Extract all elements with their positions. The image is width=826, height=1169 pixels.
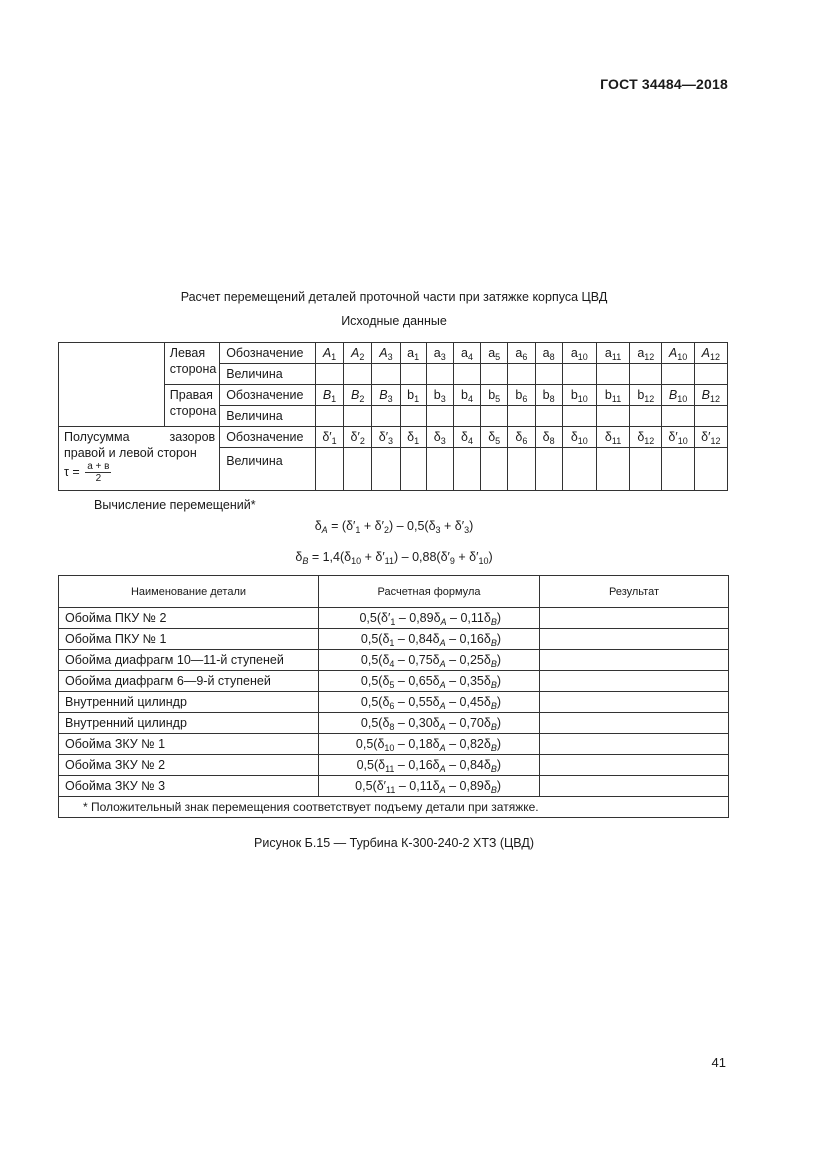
value-cell: [315, 364, 343, 385]
designation-subscript: 8: [549, 352, 555, 362]
designation-symbol: b: [433, 388, 441, 402]
designation-subscript: 10: [577, 352, 588, 362]
document-code: ГОСТ 34484—2018: [600, 76, 728, 92]
designation-symbol: a: [570, 346, 578, 360]
left-side-label: Левая сторона: [164, 343, 219, 385]
designation-symbol: δ: [433, 430, 441, 444]
table-row: [59, 776, 729, 797]
designation-cell: [453, 427, 480, 448]
results-table: [58, 575, 729, 818]
designation-subscript: 11: [611, 436, 622, 446]
designation-subscript: 10: [677, 352, 688, 362]
formula-cell: $0,5(\delta_{11} - 0,16\delta_A - 0,84\delta_B)$: [319, 755, 540, 776]
half-sum-label: [59, 427, 220, 491]
designation-symbol: b: [570, 388, 578, 402]
part-name-cell: Внутренний цилиндр: [59, 692, 319, 713]
designation-symbol: A: [322, 346, 332, 360]
designation-symbol: a: [461, 346, 468, 360]
designation-cell: [400, 427, 426, 448]
result-cell: [540, 608, 729, 629]
value-cell: [596, 364, 629, 385]
figure-subtitle: Исходные данные: [341, 314, 447, 328]
designation-cell: [694, 427, 727, 448]
designation-subscript: 10: [577, 394, 588, 404]
result-cell: [540, 671, 729, 692]
formula-cell: $0,5(\delta_6 - 0,55\delta_A - 0,45\delta_B)$: [319, 692, 540, 713]
value-label: Величина: [220, 448, 316, 491]
designation-subscript: 3: [387, 352, 393, 362]
half-sum-text: Полусумма зазоров правой и левой сторон: [64, 430, 216, 460]
designation-symbol: δ: [637, 430, 645, 444]
designation-symbol: b: [488, 388, 496, 402]
designation-symbol: δ: [515, 430, 523, 444]
designation-label: Обозначение: [220, 427, 316, 448]
designation-cell: [630, 427, 662, 448]
designation-subscript: 4: [467, 394, 473, 404]
designation-subscript: 2: [359, 352, 365, 362]
designation-subscript: 10: [577, 436, 588, 446]
value-cell: [481, 448, 508, 491]
designation-subscript: 8: [549, 394, 555, 404]
designation-subscript: 3: [440, 436, 446, 446]
designation-subscript: 1: [414, 394, 420, 404]
designation-symbol: δ: [542, 430, 550, 444]
designation-cell: [662, 427, 694, 448]
designation-subscript: 1: [331, 436, 337, 446]
designation-subscript: 3: [388, 436, 394, 446]
designation-cell: [481, 385, 508, 406]
part-name-cell: Обойма ПКУ № 2: [59, 608, 319, 629]
formula-cell: $0,5(\delta_1 - 0,84\delta_A - 0,16\delta_B)$: [319, 629, 540, 650]
designation-cell: [453, 385, 480, 406]
designation-symbol: b: [515, 388, 523, 402]
page-number: 41: [711, 1055, 726, 1070]
formula-cell: $0,5(\delta_4 - 0,75\delta_A - 0,25\delta_B)$: [319, 650, 540, 671]
designation-subscript: 1: [414, 352, 420, 362]
value-cell: [372, 448, 400, 491]
designation-subscript: 6: [522, 394, 528, 404]
designation-cell: [426, 427, 453, 448]
designation-subscript: 5: [495, 394, 501, 404]
designation-symbol: δ′: [322, 430, 332, 444]
tau-symbol: τ =: [64, 464, 80, 479]
designation-symbol: A: [351, 346, 360, 360]
designation-cell: [426, 385, 453, 406]
column-header-part-name: Наименование детали: [59, 576, 319, 608]
tau-formula: [64, 461, 111, 484]
designation-cell: [596, 343, 629, 364]
designation-label: Обозначение: [220, 385, 316, 406]
designation-cell: [372, 427, 400, 448]
designation-cell: [662, 385, 694, 406]
designation-cell: [562, 343, 596, 364]
designation-cell: [562, 385, 596, 406]
formula-cell: $0,5(\delta'_1 - 0,89\delta_A - 0,11\delta_B)$: [319, 608, 540, 629]
designation-cell: [596, 427, 629, 448]
value-cell: [662, 406, 694, 427]
footnote: * Положительный знак перемещения соответствует подъему детали при затяжке.: [59, 797, 729, 818]
designation-subscript: 8: [549, 436, 555, 446]
part-name-cell: Обойма ЗКУ № 3: [59, 776, 319, 797]
designation-subscript: 3: [387, 394, 393, 404]
designation-symbol: B: [322, 388, 332, 402]
designation-subscript: 1: [414, 436, 420, 446]
designation-subscript: 11: [611, 352, 622, 362]
designation-cell: [535, 385, 562, 406]
designation-cell: [535, 343, 562, 364]
value-cell: [344, 406, 372, 427]
value-cell: [344, 364, 372, 385]
designation-cell: [535, 427, 562, 448]
figure-caption: Рисунок Б.15 — Турбина К-300-240-2 ХТЗ (ЦВД): [254, 836, 534, 850]
table-row: [59, 671, 729, 692]
designation-cell: [596, 385, 629, 406]
designation-subscript: 1: [331, 352, 337, 362]
figure-title: Расчет перемещений деталей проточной части при затяжке корпуса ЦВД: [180, 290, 608, 304]
designation-subscript: 2: [359, 394, 365, 404]
designation-cell: [344, 385, 372, 406]
designation-symbol: B: [701, 388, 710, 402]
designation-subscript: 12: [644, 352, 655, 362]
value-cell: [535, 406, 562, 427]
designation-symbol: b: [542, 388, 550, 402]
designation-subscript: 1: [331, 394, 337, 404]
designation-subscript: 12: [709, 352, 720, 362]
designation-symbol: A: [379, 346, 388, 360]
designation-symbol: δ′: [701, 430, 711, 444]
value-label: Величина: [220, 406, 316, 427]
value-cell: [372, 364, 400, 385]
value-cell: [562, 448, 596, 491]
value-cell: [400, 364, 426, 385]
designation-subscript: 4: [467, 436, 473, 446]
designation-cell: [453, 343, 480, 364]
table-row: [59, 755, 729, 776]
value-cell: [630, 406, 662, 427]
value-cell: [481, 364, 508, 385]
right-side-label: Правая сторона: [164, 385, 219, 427]
designation-subscript: 3: [440, 394, 446, 404]
designation-cell: [630, 385, 662, 406]
designation-cell: [481, 427, 508, 448]
designation-cell: [400, 343, 426, 364]
designation-symbol: B: [351, 388, 360, 402]
designation-cell: [315, 427, 343, 448]
value-cell: [426, 406, 453, 427]
designation-cell: [372, 385, 400, 406]
designation-symbol: a: [542, 346, 550, 360]
designation-symbol: A: [668, 346, 678, 360]
value-cell: [453, 406, 480, 427]
part-name-cell: Обойма ЗКУ № 1: [59, 734, 319, 755]
value-cell: [453, 448, 480, 491]
value-cell: [344, 448, 372, 491]
value-cell: [562, 406, 596, 427]
empty-header-cell: [59, 343, 165, 427]
value-cell: [596, 406, 629, 427]
value-cell: [596, 448, 629, 491]
value-cell: [400, 406, 426, 427]
designation-cell: [694, 343, 727, 364]
value-cell: [426, 448, 453, 491]
designation-subscript: 10: [677, 436, 688, 446]
formula-cell: $0,5(\delta_{10} - 0,18\delta_A - 0,82\delta_B)$: [319, 734, 540, 755]
designation-symbol: δ′: [350, 430, 360, 444]
result-cell: [540, 755, 729, 776]
designation-cell: [426, 343, 453, 364]
tau-denominator: 2: [95, 473, 102, 484]
designation-subscript: 10: [677, 394, 688, 404]
designation-cell: [372, 343, 400, 364]
designation-symbol: δ: [570, 430, 578, 444]
designation-label: Обозначение: [220, 343, 316, 364]
designation-subscript: 11: [611, 394, 622, 404]
designation-symbol: A: [701, 346, 710, 360]
designation-cell: [508, 427, 535, 448]
result-cell: [540, 713, 729, 734]
tau-numerator: a + в: [87, 461, 110, 472]
designation-cell: [562, 427, 596, 448]
result-cell: [540, 734, 729, 755]
designation-subscript: 6: [522, 436, 528, 446]
part-name-cell: Обойма диафрагм 6—9-й ступеней: [59, 671, 319, 692]
designation-symbol: B: [668, 388, 678, 402]
value-cell: [508, 406, 535, 427]
result-cell: [540, 692, 729, 713]
designation-symbol: a: [515, 346, 523, 360]
designation-subscript: 2: [359, 436, 365, 446]
formula-delta-a: $\delta_A = (\delta'_1 + \delta'_2) - 0,5(\delta_3 + \delta'_3)$: [314, 519, 474, 535]
formula-delta-b: $\delta_B = 1,4(\delta_{10} + \delta'_{11}) - 0,88(\delta'_9 + \delta'_{10})$: [295, 550, 493, 566]
designation-symbol: b: [461, 388, 468, 402]
designation-cell: [630, 343, 662, 364]
part-name-cell: Обойма ЗКУ № 2: [59, 755, 319, 776]
value-cell: [426, 364, 453, 385]
value-cell: [315, 448, 343, 491]
designation-subscript: 4: [467, 352, 473, 362]
value-cell: [535, 364, 562, 385]
designation-subscript: 12: [644, 436, 655, 446]
designation-cell: [508, 385, 535, 406]
part-name-cell: Обойма диафрагм 10—11-й ступеней: [59, 650, 319, 671]
result-cell: [540, 776, 729, 797]
value-cell: [694, 364, 727, 385]
designation-cell: [662, 343, 694, 364]
result-cell: [540, 650, 729, 671]
designation-subscript: 3: [440, 352, 446, 362]
designation-cell: [481, 343, 508, 364]
formula-cell: $0,5(\delta_5 - 0,65\delta_A - 0,35\delta_B)$: [319, 671, 540, 692]
value-cell: [562, 364, 596, 385]
designation-subscript: 12: [710, 436, 721, 446]
column-header-formula: Расчетная формула: [319, 576, 540, 608]
designation-subscript: 12: [644, 394, 655, 404]
tau-fraction: [85, 461, 111, 484]
value-cell: [508, 364, 535, 385]
value-cell: [630, 364, 662, 385]
value-cell: [508, 448, 535, 491]
table-row: [59, 650, 729, 671]
designation-symbol: δ′: [668, 430, 678, 444]
designation-symbol: δ: [407, 430, 415, 444]
designation-symbol: a: [407, 346, 415, 360]
designation-symbol: b: [637, 388, 645, 402]
designation-subscript: 5: [495, 436, 501, 446]
value-cell: [453, 364, 480, 385]
designation-symbol: b: [407, 388, 415, 402]
table-row: [59, 734, 729, 755]
formula-cell: $0,5(\delta_8 - 0,30\delta_A - 0,70\delta_B)$: [319, 713, 540, 734]
designation-cell: [508, 343, 535, 364]
designation-subscript: 12: [709, 394, 720, 404]
designation-symbol: δ′: [378, 430, 389, 444]
value-cell: [662, 364, 694, 385]
designation-cell: [315, 343, 343, 364]
value-cell: [535, 448, 562, 491]
designation-symbol: a: [604, 346, 612, 360]
designation-symbol: B: [379, 388, 388, 402]
value-cell: [630, 448, 662, 491]
table-row: [59, 629, 729, 650]
designation-subscript: 5: [495, 352, 501, 362]
designation-symbol: a: [488, 346, 496, 360]
designation-subscript: 6: [522, 352, 528, 362]
table-row: [59, 692, 729, 713]
part-name-cell: Внутренний цилиндр: [59, 713, 319, 734]
value-cell: [662, 448, 694, 491]
designation-cell: [344, 427, 372, 448]
formula-cell: $0,5(\delta'_{11} - 0,11\delta_A - 0,89\delta_B)$: [319, 776, 540, 797]
input-data-table: [58, 342, 728, 491]
designation-symbol: δ: [461, 430, 468, 444]
table-row: [59, 713, 729, 734]
designation-cell: [344, 343, 372, 364]
value-cell: [372, 406, 400, 427]
value-label: Величина: [220, 364, 316, 385]
designation-cell: [315, 385, 343, 406]
value-cell: [400, 448, 426, 491]
designation-cell: [694, 385, 727, 406]
designation-cell: [400, 385, 426, 406]
designation-symbol: a: [637, 346, 645, 360]
calculation-title: Вычисление перемещений*: [94, 498, 256, 512]
table-row: [59, 608, 729, 629]
part-name-cell: Обойма ПКУ № 1: [59, 629, 319, 650]
column-header-result: Результат: [540, 576, 729, 608]
value-cell: [694, 448, 727, 491]
designation-symbol: δ: [488, 430, 496, 444]
result-cell: [540, 629, 729, 650]
value-cell: [694, 406, 727, 427]
value-cell: [315, 406, 343, 427]
designation-symbol: b: [604, 388, 612, 402]
designation-symbol: a: [433, 346, 441, 360]
designation-symbol: δ: [604, 430, 612, 444]
value-cell: [481, 406, 508, 427]
